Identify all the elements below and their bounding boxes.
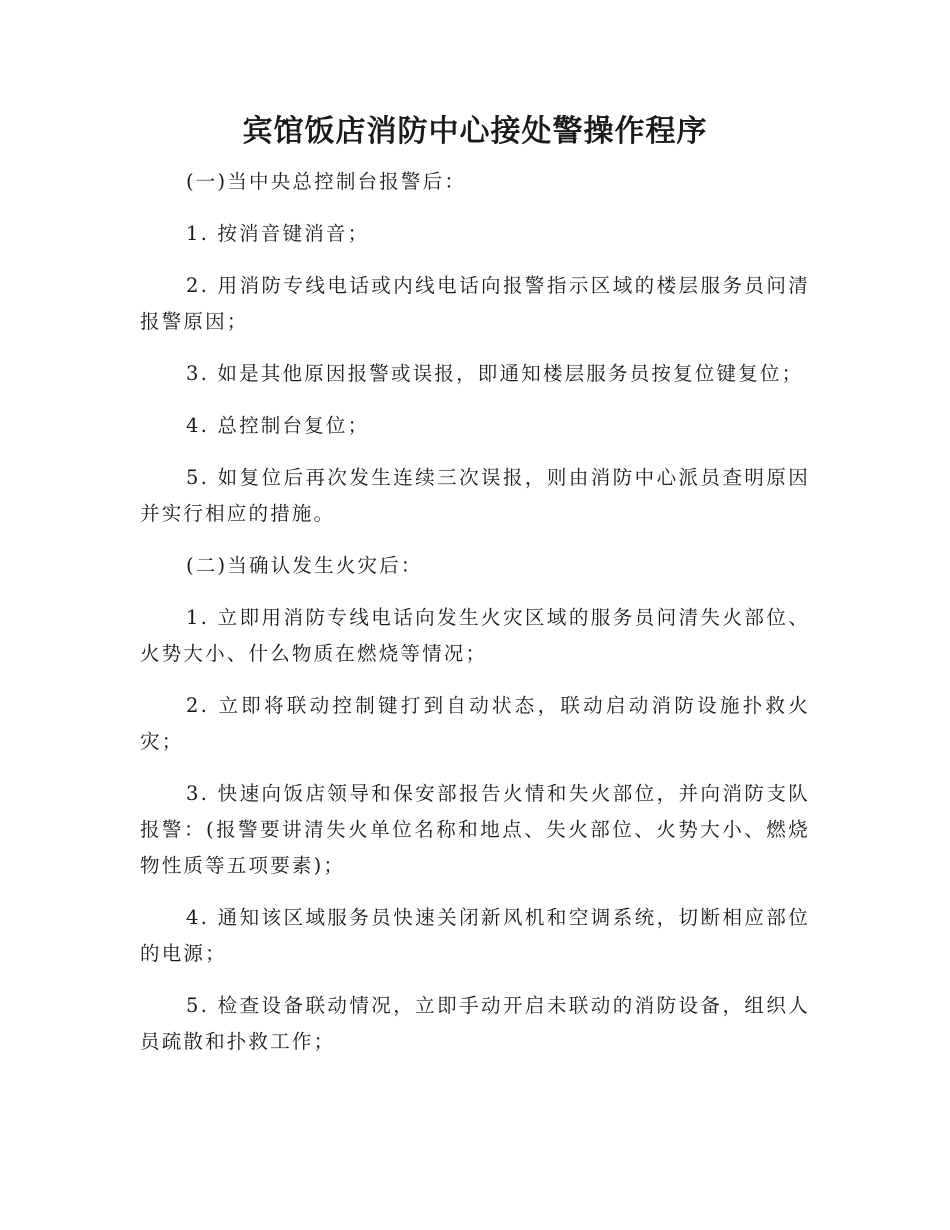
- section-heading-2: (二)当确认发生火灾后：: [186, 554, 423, 577]
- document-title: 宾馆饭店消防中心接处警操作程序: [242, 114, 708, 149]
- document-body: [140, 164, 810, 1076]
- list-item: 1. 立即用消防专线电话向发生火灾区域的服务员问清失火部位、火势大小、什么物质在燃烧等情况；: [140, 606, 810, 665]
- list-item: 3. 快速向饭店领导和保安部报告火情和失火部位，并向消防支队报警：(报警要讲清失火单位名称和地点、失火部位、火势大小、燃烧物性质等五项要素)；: [140, 782, 810, 877]
- section-heading-1: (一)当中央总控制台报警后：: [186, 170, 467, 193]
- list-item: 2. 立即将联动控制键打到自动状态，联动启动消防设施扑救火灾；: [140, 694, 810, 753]
- list-item: 5. 如复位后再次发生连续三次误报，则由消防中心派员查明原因并实行相应的措施。: [140, 466, 810, 525]
- list-item: 1. 按消音键消音；: [186, 222, 370, 245]
- list-item: 3. 如是其他原因报警或误报，即通知楼层服务员按复位键复位；: [186, 362, 804, 385]
- list-item: 5. 检查设备联动情况，立即手动开启未联动的消防设备，组织人员疏散和扑救工作；: [140, 994, 810, 1053]
- list-item: 2. 用消防专线电话或内线电话向报警指示区域的楼层服务员问清报警原因；: [140, 274, 810, 333]
- list-item: 4. 总控制台复位；: [186, 414, 370, 437]
- list-item: 4. 通知该区域服务员快速关闭新风机和空调系统，切断相应部位的电源；: [140, 906, 810, 965]
